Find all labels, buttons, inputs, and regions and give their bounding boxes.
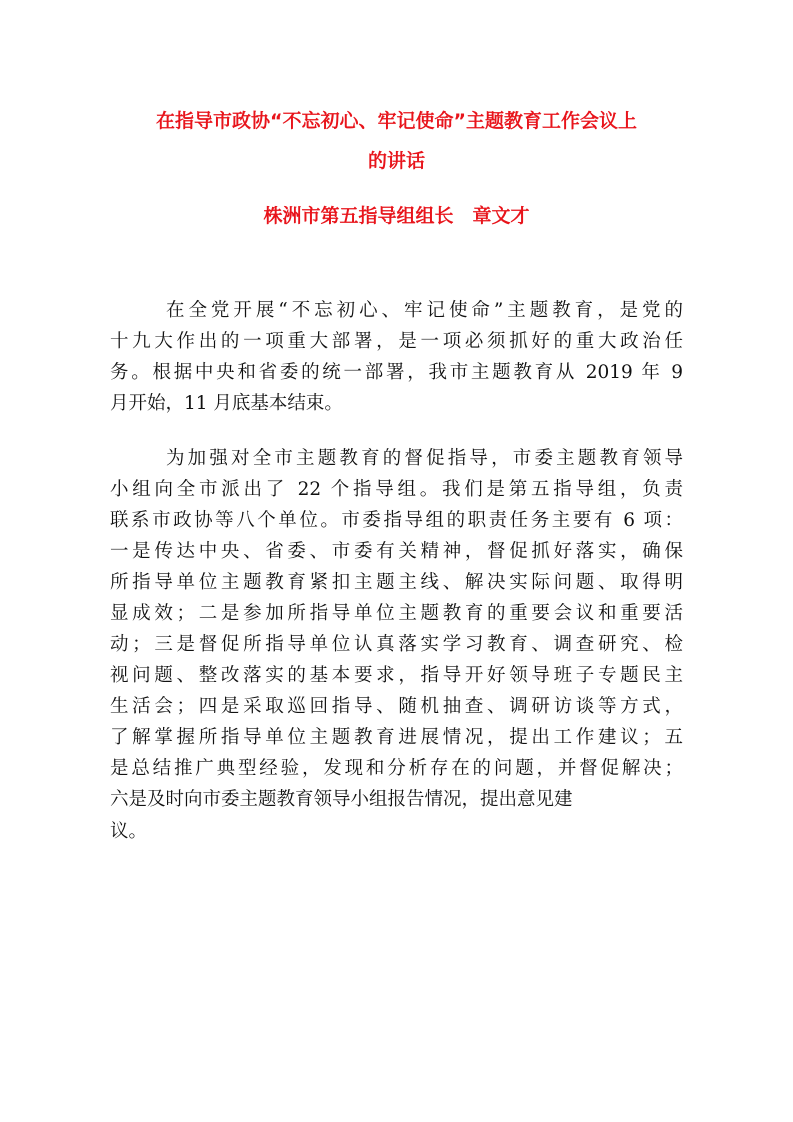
paragraph-line: 联系市政协等八个单位。市委指导组的职责任务主要有 6 项： <box>110 510 683 531</box>
paragraph-line: 是总结推广典型经验，发现和分析存在的问题，并督促解决； <box>110 758 683 779</box>
paragraph-line: 六是及时向市委主题教育领导小组报告情况，提出意见建 <box>110 789 573 810</box>
paragraph-line: 务。根据中央和省委的统一部署，我市主题教育从 2019 年 9 <box>110 362 683 383</box>
paragraph-line: 显成效；二是参加所指导单位主题教育的重要会议和重要活 <box>110 603 683 624</box>
document-title-line-1: 在指导市政协“不忘初心、牢记使命”主题教育工作会议上 <box>156 110 637 132</box>
paragraph-line: 生活会；四是采取巡回指导、随机抽查、调研访谈等方式， <box>110 696 683 717</box>
paragraph-line: 为加强对全市主题教育的督促指导，市委主题教育领导 <box>166 448 683 469</box>
paragraph-line: 小组向全市派出了 22 个指导组。我们是第五指导组，负责 <box>110 479 683 500</box>
paragraph-line: 在全党开展“不忘初心、牢记使命”主题教育，是党的 <box>166 300 683 321</box>
document-author: 株洲市第五指导组组长 章文才 <box>263 205 530 227</box>
paragraph-line: 动；三是督促所指导单位认真落实学习教育、调查研究、检 <box>110 634 683 655</box>
document-title-line-2: 的讲话 <box>367 150 425 172</box>
paragraph-line: 月开始，11 月底基本结束。 <box>110 393 343 414</box>
paragraph-line: 视问题、整改落实的基本要求，指导开好领导班子专题民主 <box>110 665 683 686</box>
paragraph-line: 了解掌握所指导单位主题教育进展情况，提出工作建议；五 <box>110 727 683 748</box>
paragraph-line: 所指导单位主题教育紧扣主题主线、解决实际问题、取得明 <box>110 572 683 593</box>
paragraph-line: 一是传达中央、省委、市委有关精神，督促抓好落实，确保 <box>110 541 683 562</box>
paragraph-line: 十九大作出的一项重大部署，是一项必须抓好的重大政治任 <box>110 331 683 352</box>
paragraph-line: 议。 <box>110 821 148 842</box>
